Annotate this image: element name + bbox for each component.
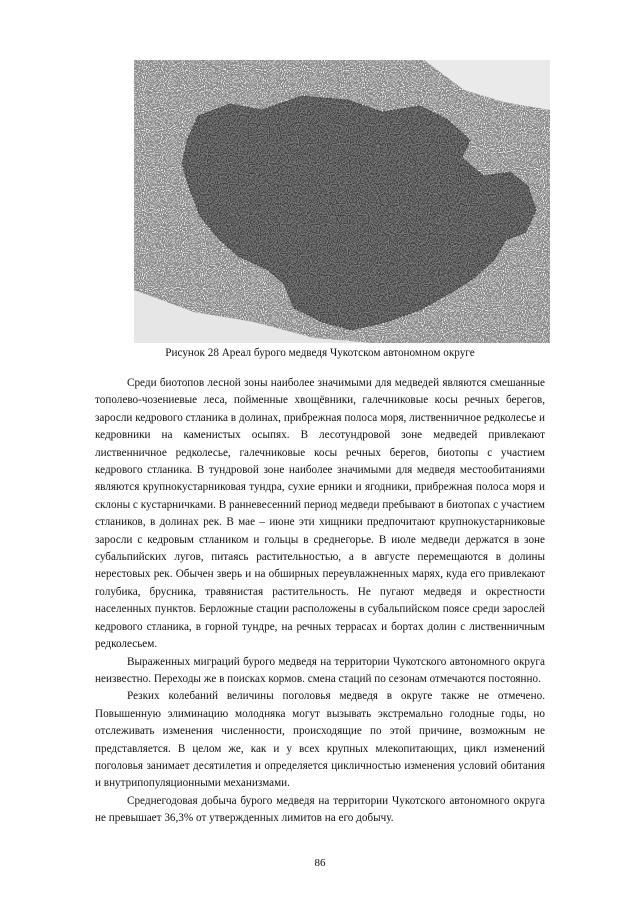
paragraph-habitats: Среди биотопов лесной зоны наиболее значимыми для медведей являются смешанные тополево-чозениевые леса, пойменные хвощёвники, галечниковые косы речных берегов, заросли кедрового стланика в долинах, прибрежная полоса моря, лиственничное редколесье и кедровники на каменистых осыпях. В лесотундровой зоне медведей привлекают лиственничное редколесье, галечниковые косы речных берегов, биотопы с участием кедрового стланика. В тундровой зоне наиболее значимыми для медведя местообитаниями являются крупнокустарниковая тундра, сухие ерники и ягодники, прибрежная полоса моря и склоны с кустарничками. В ранневесенний период медведи пребывают в биотопах с участием стлаников, в долинах рек. В мае – июне эти хищники предпочитают крупнокустарниковые заросли с кедровым стлаником и гольцы в среднегорье. В июле медведи держатся в зоне субальпийских лугов, питаясь растительностью, а в августе перемещаются в долины нерестовых рек. Обычен зверь и на обширных переувлажненных марях, куда его привлекают голубика, брусника, травянистая растительность. Не пугают медведя и окрестности населенных пунктов. Берложные стации расположены в субальпийском поясе среди зарослей кедрового стланика, в горной тундре, на речных террасах и бортах долин с лиственничным редколесьем. [95,377,545,651]
page-number: 86 [314,857,326,869]
paragraph-migrations: Выраженных миграций бурого медведя на территории Чукотского автономного округа неизвестно. Переходы же в поисках кормов. смена стаций по сезонам отмечаются постоянно. [95,655,545,685]
paragraph-population: Резких колебаний величины поголовья медведя в округе также не отмечено. Повышенную элиминацию молодняка могут вызывать экстремально голодные годы, но отслеживать изменения численности, происходящие по этой причине, возможным не представляется. В целом же, как и у всех крупных млекопитающих, цикл изменений поголовья занимает десятилетия и определяется цикличностью изменения условий обитания и внутрипопуляционными механизмами. [95,690,545,790]
range-map-figure [134,60,550,343]
range-map-image [134,60,550,343]
body-text [95,375,545,828]
figure-caption: Рисунок 28 Ареал бурого медведя Чукотском автономном округе [165,347,475,359]
paragraph-harvest: Среднегодовая добыча бурого медведя на территории Чукотского автономного округа не превышает 36,3% от утвержденных лимитов на его добычу. [95,794,545,825]
